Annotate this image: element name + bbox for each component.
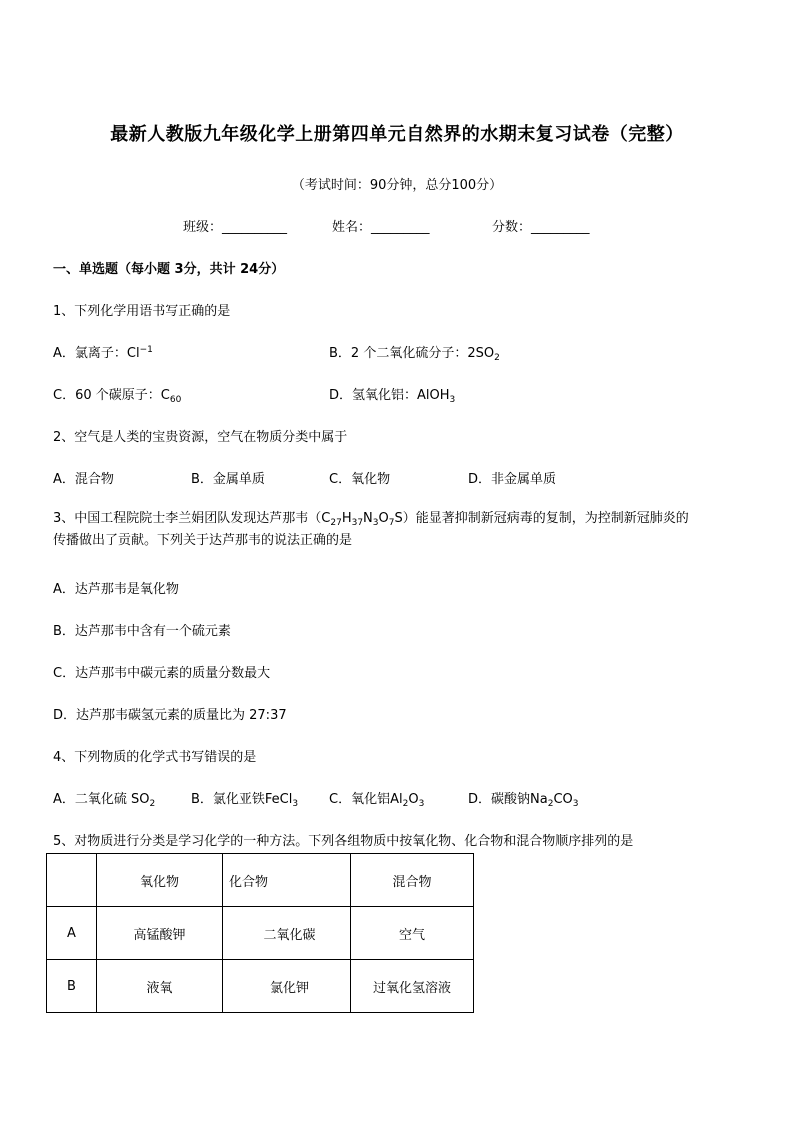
class-field: 班级：__________ — [183, 220, 288, 235]
question-4-option-a: A．二氧化硫 $SO_2$ — [53, 792, 156, 809]
table-cell: 空气 — [351, 907, 474, 960]
question-2-option-b: B．金属单质 — [191, 472, 265, 487]
table-cell: A — [47, 907, 97, 960]
question-1-option-c: C．60 个碳原子：$C_{60}$ — [53, 388, 182, 405]
question-1-option-d: D．氢氧化铝：AlOH$_3$ — [329, 388, 456, 405]
question-1-option-b: B．2 个二氧化硫分子：$2SO_2$ — [329, 346, 500, 363]
question-4-option-d: D．碳酸钠$Na_2CO_3$ — [468, 792, 579, 809]
table-cell: 过氧化氢溶液 — [351, 960, 474, 1013]
question-3-stem: 3、中国工程院院士李兰娟团队发现达芦那韦$(C_{27}H_{37}N_3O_7S)$能显著抑制新冠病毒的复制，为控制新冠肺炎的 传播做出了贡献。下列关于达芦那韦的说法正确的是 — [53, 511, 689, 548]
question-1-stem: 1、下列化学用语书写正确的是 — [53, 304, 231, 319]
question-2-option-c: C．氧化物 — [329, 472, 391, 487]
table-header-cell: 混合物 — [351, 854, 474, 907]
question-1-option-a: A．氯离子：$Cl^{-1}$ — [53, 345, 153, 361]
page-title: 最新人教版九年级化学上册第四单元自然界的水期末复习试卷（完整） — [110, 124, 684, 145]
question-5-stem: 5、对物质进行分类是学习化学的一种方法。下列各组物质中按氧化物、化合物和混合物顺序排列的是 — [53, 834, 634, 849]
question-4-option-c: C．氧化铝$Al_2O_3$ — [329, 792, 425, 809]
question-2-stem: 2、空气是人类的宝贵资源，空气在物质分类中属于 — [53, 430, 348, 445]
name-field: 姓名：_________ — [332, 220, 430, 235]
table-cell: 液氧 — [97, 960, 223, 1013]
table-cell: 氯化钾 — [223, 960, 351, 1013]
table-header-cell — [47, 854, 97, 907]
table-header-row — [47, 854, 474, 907]
question-2-option-a: A．混合物 — [53, 472, 114, 487]
question-3-option-d: D．达芦那韦碳氢元素的质量比为 27:37 — [53, 708, 287, 723]
table-cell: 高锰酸钾 — [97, 907, 223, 960]
table-cell: B — [47, 960, 97, 1013]
classification-table — [46, 853, 474, 1013]
question-3-option-b: B．达芦那韦中含有一个硫元素 — [53, 624, 231, 639]
question-3-option-c: C．达芦那韦中碳元素的质量分数最大 — [53, 666, 271, 681]
question-4-option-b: B．氯化亚铁FeCl$_3$ — [191, 792, 299, 809]
table-header-cell: 氧化物 — [97, 854, 223, 907]
table-header-cell: 化合物 — [223, 854, 351, 907]
question-4-stem: 4、下列物质的化学式书写错误的是 — [53, 750, 257, 765]
table-cell: 二氧化碳 — [223, 907, 351, 960]
section-heading: 一、单选题（每小题 3分，共计 24分） — [53, 262, 285, 277]
exam-info: （考试时间：90分钟，总分100分） — [291, 178, 503, 193]
question-3-option-a: A．达芦那韦是氧化物 — [53, 582, 179, 597]
table-row — [47, 907, 474, 960]
question-2-option-d: D．非金属单质 — [468, 472, 557, 487]
score-field: 分数：_________ — [492, 220, 590, 235]
table-row — [47, 960, 474, 1013]
